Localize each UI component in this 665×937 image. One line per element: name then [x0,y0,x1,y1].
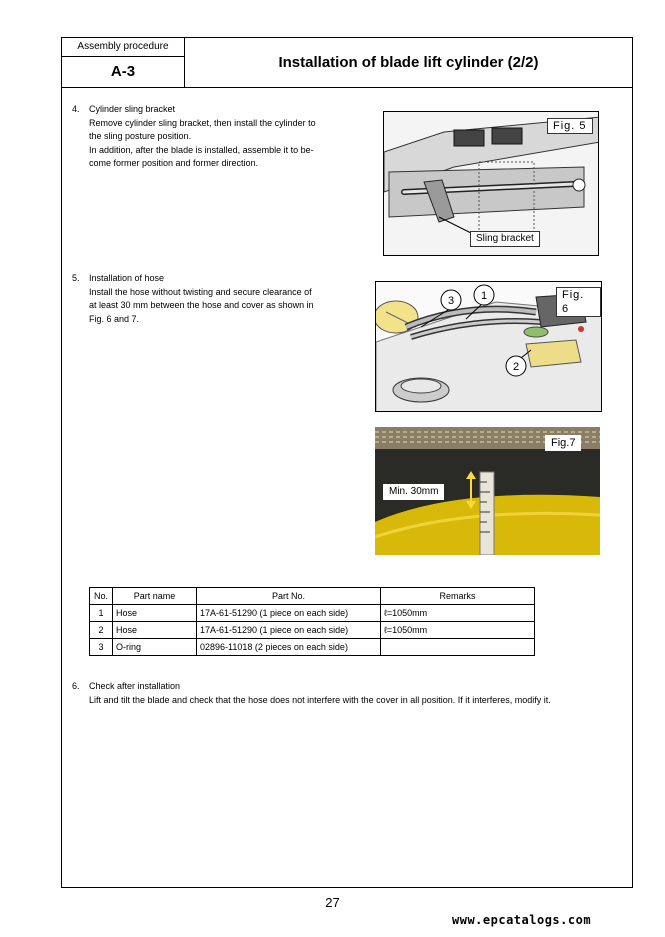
step-6 [72,680,622,707]
table-row [90,622,535,639]
fig6-callout-2: 2 [512,361,520,373]
fig5-callout: Sling bracket [470,231,540,247]
cell-part-name: Hose [113,605,197,622]
fig6-label: Fig. 6 [556,287,601,317]
fig6-callout-1: 1 [480,290,488,302]
figure-6 [375,281,602,412]
cell-part-no: 02896-11018 (2 pieces on each side) [197,639,381,656]
cell-remarks: ℓ=1050mm [381,622,535,639]
step-number: 4. [72,104,80,114]
step-heading: Cylinder sling bracket [89,104,176,114]
step-line: In addition, after the blade is installed, assemble it to be- [89,144,314,155]
step-4 [72,103,362,171]
step-line: Remove cylinder sling bracket, then install the cylinder to [89,117,316,128]
table-header-row [90,588,535,605]
section-label: Assembly procedure [61,37,185,57]
figure-7 [375,427,600,555]
step-line: Fig. 6 and 7. [89,313,140,324]
cell-part-name: O-ring [113,639,197,656]
section-code: A-3 [61,56,185,88]
cell-no: 1 [90,605,113,622]
fig7-label: Fig.7 [545,435,581,451]
column-header: Part name [113,588,197,605]
column-header: Part No. [197,588,381,605]
table-row [90,639,535,656]
page-number: 27 [325,895,340,910]
parts-table [89,587,535,656]
step-line: come former position and former direction. [89,158,259,168]
step-5 [72,272,362,326]
cell-no: 3 [90,639,113,656]
cell-remarks [381,639,535,656]
step-line: Install the hose without twisting and secure clearance of [89,286,312,297]
cell-part-no: 17A-61-51290 (1 piece on each side) [197,605,381,622]
column-header: No. [90,588,113,605]
fig6-callout-3: 3 [447,295,455,307]
table-row [90,605,535,622]
fig7-callout: Min. 30mm [383,484,444,500]
column-header: Remarks [381,588,535,605]
cell-part-name: Hose [113,622,197,639]
step-number: 5. [72,273,80,283]
figure-5 [383,111,599,256]
step-number: 6. [72,681,80,691]
step-line: the sling posture position. [89,131,192,141]
step-line: Lift and tilt the blade and check that the hose does not interfere with the cover in all position. If it interferes, modify it. [89,694,551,705]
page-title: Installation of blade lift cylinder (2/2) [184,37,633,88]
cell-part-no: 17A-61-51290 (1 piece on each side) [197,622,381,639]
fig5-label: Fig. 5 [547,118,593,134]
cell-remarks: ℓ=1050mm [381,605,535,622]
website-link[interactable]: www.epcatalogs.com [452,913,592,927]
step-line: at least 30 mm between the hose and cover as shown in [89,300,314,310]
step-heading: Installation of hose [89,273,165,283]
cell-no: 2 [90,622,113,639]
step-heading: Check after installation [89,681,181,691]
